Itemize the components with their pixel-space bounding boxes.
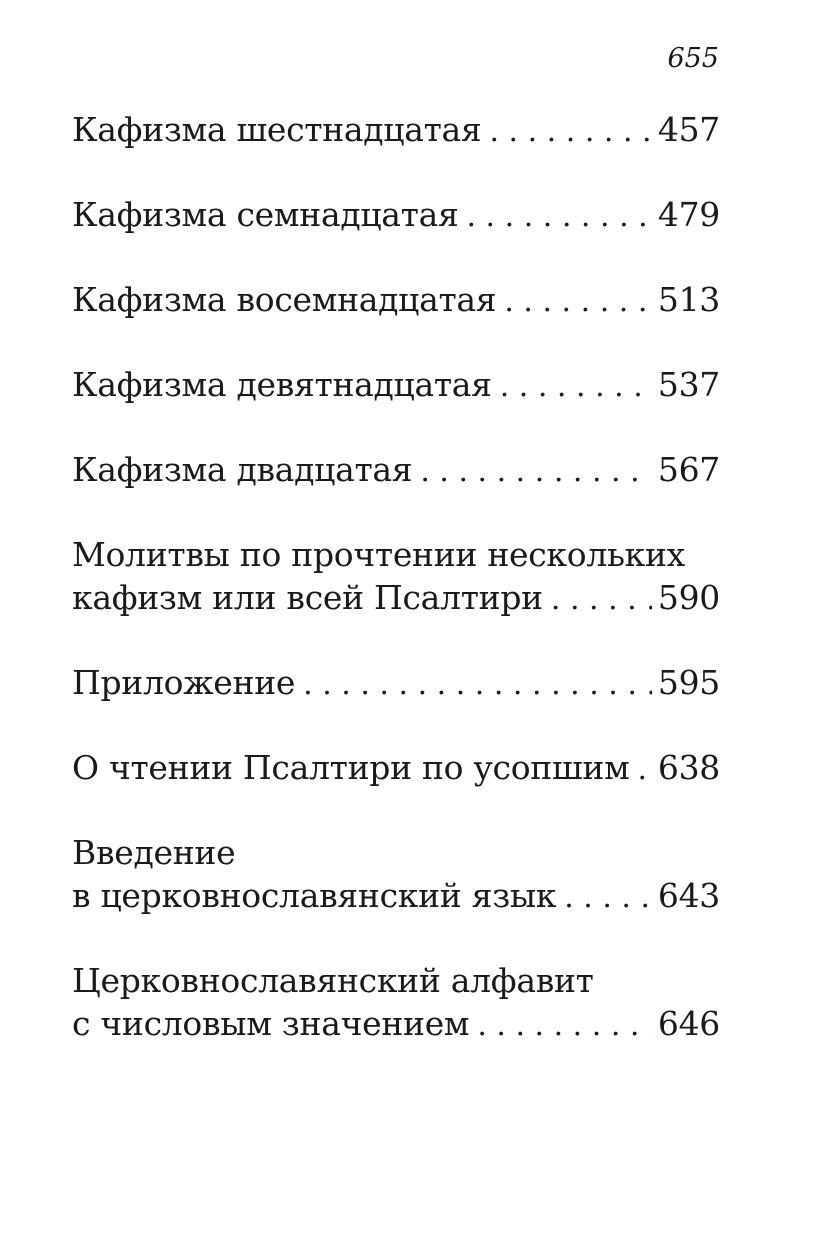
toc-entry-reading-for-departed <box>72 746 720 791</box>
toc-entry-title: Кафизма девятнадцатая <box>72 365 492 404</box>
toc-entry-page: 646 <box>657 1004 720 1043</box>
toc-entry-title-continued: с числовым значением <box>72 1004 470 1043</box>
toc-line <box>72 831 720 874</box>
toc-line <box>72 108 720 153</box>
toc-entry-page: 537 <box>657 365 720 404</box>
dot-leader <box>303 663 652 706</box>
toc-line <box>72 874 720 919</box>
toc-entry-title: Церковнославянский алфавит <box>72 961 594 1000</box>
toc-entry-title: Кафизма двадцатая <box>72 450 413 489</box>
toc-entry-page: 457 <box>657 110 720 149</box>
toc-entry-title: Приложение <box>72 663 296 702</box>
toc-entry-title: Молитвы по прочтении нескольких <box>72 535 685 574</box>
toc-entry-title: Кафизма шестнадцатая <box>72 110 482 149</box>
toc-line <box>72 661 720 706</box>
toc-entry-page: 595 <box>657 663 720 702</box>
toc-entry-kathisma-16 <box>72 108 720 153</box>
toc-line <box>72 1002 720 1047</box>
toc-entry-page: 513 <box>657 280 720 319</box>
toc-entry-appendix <box>72 661 720 706</box>
toc-entry-title-continued: в церковнославянский язык <box>72 876 557 915</box>
toc-entry-kathisma-17 <box>72 193 720 238</box>
toc-entry-introduction-church-slavonic <box>72 831 720 919</box>
toc-entry-page: 638 <box>657 748 720 787</box>
toc-entry-church-slavonic-alphabet <box>72 959 720 1047</box>
toc-entry-page: 643 <box>657 876 720 915</box>
dot-leader <box>551 578 652 621</box>
toc-line <box>72 746 720 791</box>
toc-entry-title: Введение <box>72 833 236 872</box>
toc-entry-title: О чтении Псалтири по усопшим <box>72 748 630 787</box>
toc-entry-prayers-after-kathismas <box>72 533 720 621</box>
dot-leader <box>420 450 652 493</box>
toc-line <box>72 193 720 238</box>
dot-leader <box>477 1004 652 1047</box>
toc-entry-kathisma-20 <box>72 448 720 493</box>
toc-entry-title-continued: кафизм или всей Псалтири <box>72 578 543 617</box>
toc-entry-kathisma-18 <box>72 278 720 323</box>
toc-line <box>72 448 720 493</box>
toc-entry-page: 479 <box>657 195 720 234</box>
dot-leader <box>564 876 652 919</box>
toc-entry-kathisma-19 <box>72 363 720 408</box>
toc-line <box>72 363 720 408</box>
toc-entry-title: Кафизма семнадцатая <box>72 195 459 234</box>
dot-leader <box>504 280 652 323</box>
toc-line <box>72 533 720 576</box>
table-of-contents <box>72 108 720 1087</box>
toc-line <box>72 959 720 1002</box>
dot-leader <box>489 110 651 153</box>
toc-entry-page: 567 <box>657 450 720 489</box>
dot-leader <box>500 365 652 408</box>
dot-leader <box>637 748 651 791</box>
dot-leader <box>466 195 651 238</box>
toc-line <box>72 576 720 621</box>
page-number: 655 <box>667 43 719 74</box>
toc-entry-page: 590 <box>657 578 720 617</box>
toc-entry-title: Кафизма восемнадцатая <box>72 280 497 319</box>
toc-line <box>72 278 720 323</box>
